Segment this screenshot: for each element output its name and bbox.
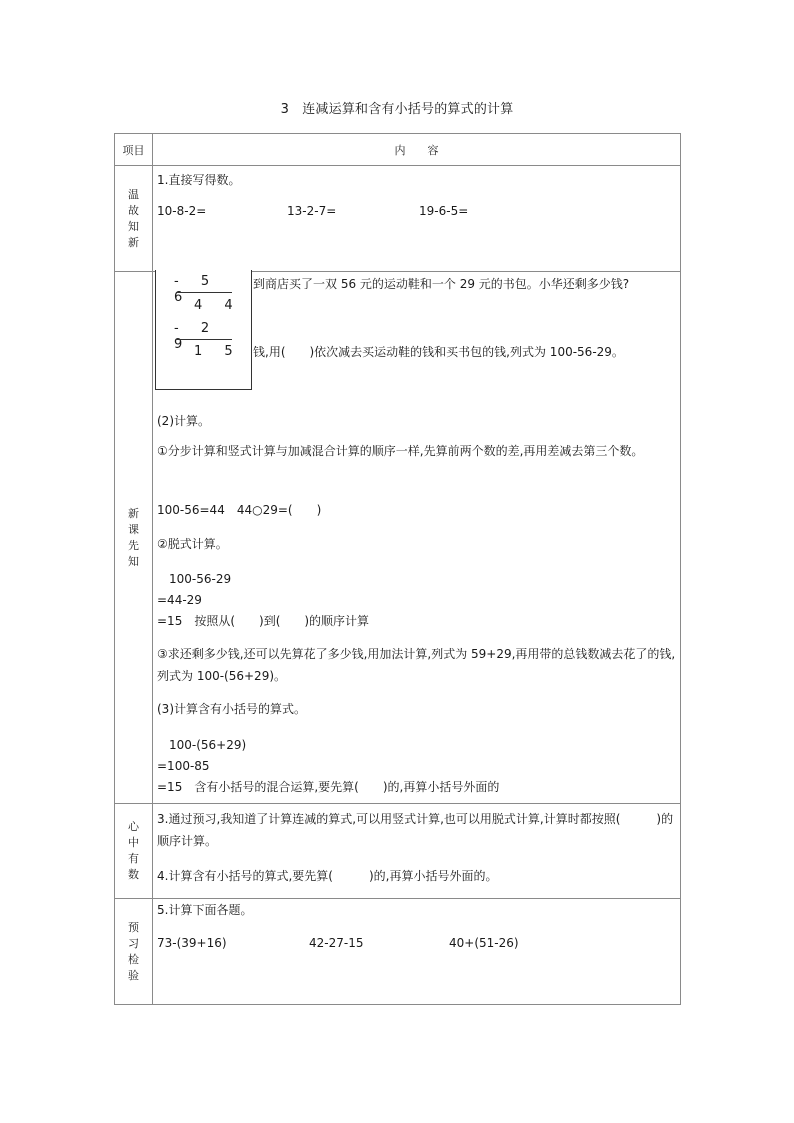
vertical-calculation — [155, 270, 252, 390]
method-2: ②脱式计算。 — [157, 537, 228, 551]
part-3-line-1: 100-(56+29) — [169, 738, 247, 752]
method-1-equation: 100-56=44 44○29=( ) — [157, 503, 322, 517]
vertical-divider — [176, 339, 232, 340]
method-2-line-3: =15 按照从( )到( )的顺序计算 — [157, 614, 370, 628]
section-mind — [153, 804, 681, 899]
page-title: 3 连减运算和含有小括号的算式的计算 — [280, 102, 514, 117]
review-task: 1.直接写得数。 — [157, 173, 241, 187]
check-problem-3: 40+(51-26) — [449, 936, 519, 950]
method-2-line-1: 100-56-29 — [169, 572, 232, 586]
section-label-check: 预习检验 — [115, 899, 153, 1005]
question-3: 3.通过预习,我知道了计算连减的算式,可以用竖式计算,也可以用脱式计算,计算时都按照( )的顺序计算。 — [157, 812, 674, 848]
lesson-table — [114, 133, 681, 1005]
check-problem-1: 73-(39+16) — [157, 936, 227, 950]
review-problem-1: 10-8-2= — [157, 204, 207, 218]
question-4: 4.计算含有小括号的算式,要先算( )的,再算小括号外面的。 — [157, 869, 498, 883]
vertical-divider — [176, 292, 232, 293]
section-label-mind: 心中有数 — [115, 804, 153, 899]
vertical-row-2: 4 4 — [194, 298, 242, 313]
part-3-title: (3)计算含有小括号的算式。 — [157, 702, 306, 716]
check-task: 5.计算下面各题。 — [157, 903, 253, 917]
method-1: ①分步计算和竖式计算与加减混合计算的顺序一样,先算前两个数的差,再用差减去第三个数。 — [157, 444, 644, 458]
calc-title: (2)计算。 — [157, 414, 210, 428]
review-problem-3: 19-6-5= — [419, 204, 469, 218]
header-category: 项目 — [115, 134, 153, 166]
vertical-row-4: 1 5 — [194, 344, 242, 359]
section-label-new: 新课先知 — [115, 272, 153, 804]
section-check — [153, 899, 681, 1005]
vertical-row-1: - 5 6 — [174, 274, 219, 305]
new-line-2: 钱,用( )依次减去买运动鞋的钱和买书包的钱,列式为 100-56-29。 — [253, 345, 624, 359]
vertical-row-3: - 2 9 — [174, 321, 219, 352]
method-3: ③求还剩多少钱,还可以先算花了多少钱,用加法计算,列式为 59+29,再用带的总钱数减去花了的钱,列式为 100-(56+29)。 — [157, 647, 676, 683]
section-review — [153, 166, 681, 272]
check-problem-2: 42-27-15 — [309, 936, 364, 950]
part-3-line-3: =15 含有小括号的混合运算,要先算( )的,再算小括号外面的 — [157, 780, 500, 794]
part-3-line-2: =100-85 — [157, 759, 210, 773]
header-content: 内 容 — [153, 134, 681, 166]
review-problem-2: 13-2-7= — [287, 204, 337, 218]
method-2-line-2: =44-29 — [157, 593, 202, 607]
section-label-review: 温故知新 — [115, 166, 153, 272]
section-new — [153, 272, 681, 804]
new-line-1: 到商店买了一双 56 元的运动鞋和一个 29 元的书包。小华还剩多少钱? — [253, 277, 630, 291]
